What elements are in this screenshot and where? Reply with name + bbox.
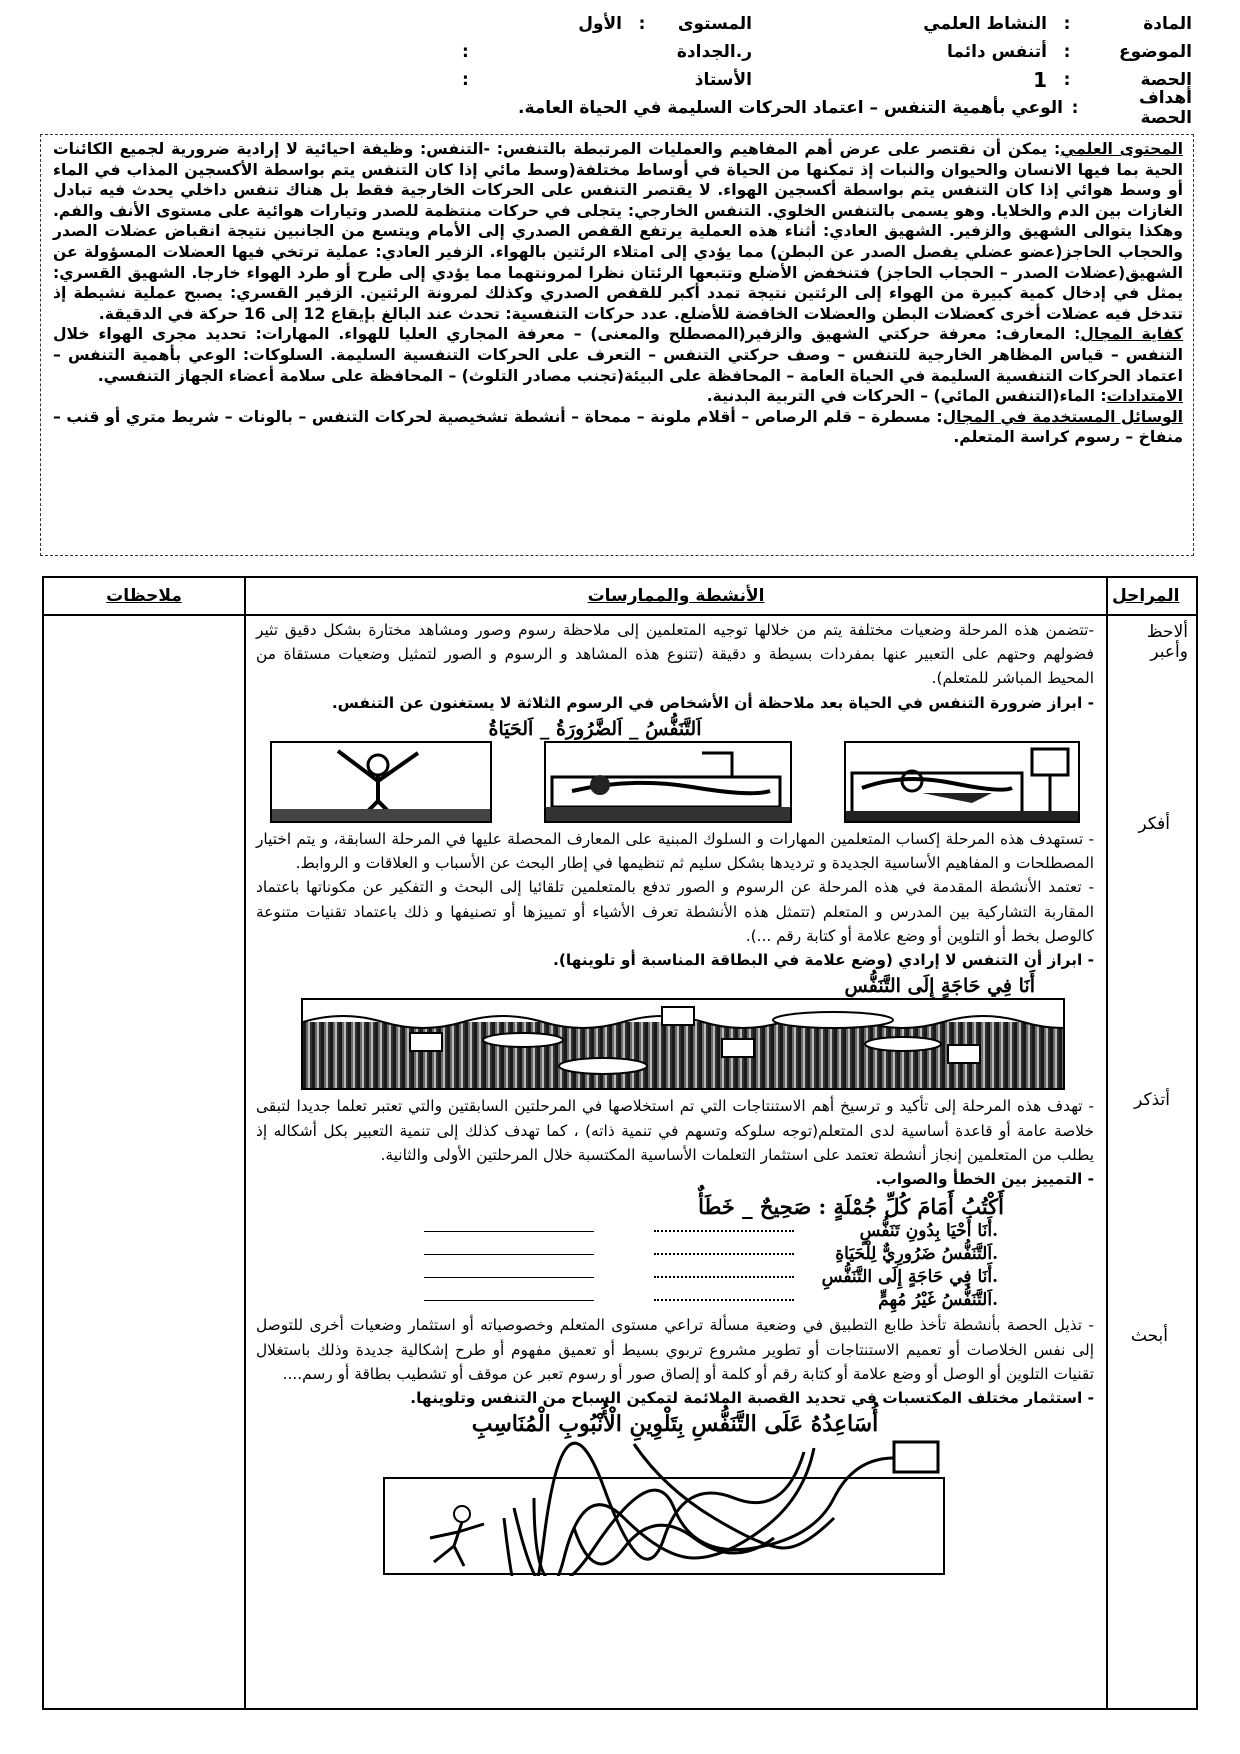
session-value: 1: [1033, 68, 1047, 92]
tools-title: الوسائل المستخدمة في المجال: [942, 407, 1183, 426]
extensions-content: [53, 386, 1183, 407]
true-false-item: .أَنَا أَحْيَا بِدُونِ تَنَفُّسٍ: [256, 1219, 1094, 1242]
observe-illustration: [270, 717, 1080, 823]
competence-title: كفاية المجال: [1080, 325, 1184, 344]
extensions-text: : الماء(التنفس المائي) – الحركات في التربية البدنية.: [706, 387, 1107, 406]
tools-text: : مسطرة – قلم الرصاص – أقلام ملونة – ممحاة – أنشطة تشخيصية لحركات التنفس – بالونات – شريط متري أو قنب – منفاخ – رسوم كراسة المتعلم.: [53, 407, 1183, 447]
think-description-2: - تعتمد الأنشطة المقدمة في هذه المرحلة عن الرسوم و الصور تدفع بالمتعلمين تلقائيا إلى البحث و التفكير عن مكوناتها باعتماد المقاربة التشاركية بين المدرس و المتعلم (تتمثل هذه الأنشطة تعرف الأشياء أو تمييزها أو تصنيفها و ذلك باعتماد تقنيات متنوعة كالوصل بخط أو التلوين أو وضع علامة أو كتابة رقم ...).: [256, 878, 1094, 945]
think-description-1: - تستهدف هذه المرحلة إكساب المتعلمين المهارات و السلوك المبنية على المعارف المحصلة عليها في المرحلة السابقة، و يتم اختيار المصطلحات و المفاهيم الأساسية الجديدة و ترديدها بشكل سليم ثم تنظيمها في إطار البحث عن الأسباب و العلاقات و الروابط.: [256, 830, 1094, 873]
answer-blank[interactable]: [424, 1230, 594, 1232]
stage-observe: ألاحظ وأعبر: [1146, 622, 1188, 662]
answer-blank[interactable]: [424, 1276, 594, 1278]
answer-box-1[interactable]: [661, 1006, 695, 1026]
answer-box-2[interactable]: [721, 1038, 755, 1058]
competence-text: : المعارف: معرفة حركتي الشهيق والزفير(المصطلح والمعنى) – معرفة المجاري العليا للهواء. المهارات: تحديد مجرى الهواء خلال التنفس – قياس المظاهر الخارجية للتنفس – وصف حركتي التنفس – التعرف على الحركات التنفسية السليمة. السلوكات: الوعي بأهمية التنفس – اعتماد الحركات التنفسية السليمة في الحياة العامة – المحافظة على البيئة(تجنب مصادر التلوث) – المحافظة على سلامة أعضاء الجهاز التنفسي.: [53, 325, 1183, 385]
scientific-title: المحتوى العلمي: [1060, 140, 1183, 158]
remember-description: - تهدف هذه المرحلة إلى تأكيد و ترسيخ أهم الاستنتاجات التي تم استخلاصها في المرحلتين السابقتين والتي تعتبر تعلما جديدا لتبقى خلاصة عامة أو قاعدة أساسية لدى المتعلم(توجه سلوكه وتسهم في تنمية ذاته) ، كما تهدف كذلك إلى تنمية التعبير بكل أشكاله إذ يطلب من المتعلمين إنجاز أنشطة تعتمد على استثمار التعلمات الأساسية المكتسبة خلال المرحلتين الأولى والثانية.: [256, 1097, 1094, 1164]
answer-blank[interactable]: [424, 1299, 594, 1301]
teacher-label: الأستاذ: [694, 70, 752, 90]
header-row-1: المادة : النشاط العلمي المستوى : الأول: [578, 14, 1192, 34]
notes-header: ملاحظات: [44, 578, 244, 616]
content-box: [40, 134, 1194, 556]
stages-column: [1106, 578, 1196, 1708]
header-row-2: الموضوع : أتنفس دائما ر.الجدادة :: [462, 42, 1192, 62]
activities-body: [246, 616, 1106, 1576]
sleeping-person-picture: [544, 741, 792, 823]
answer-blank[interactable]: [424, 1253, 594, 1255]
activities-column: [244, 578, 1106, 1708]
true-false-item: .اَلتَّنَفُّسُ غَيْرُ مُهِمٍّ: [256, 1288, 1094, 1311]
research-description: - تذيل الحصة بأنشطة تأخذ طابع التطبيق في وضعية مسألة تراعي مستوى المتعلم وخصوصياته أو استثمار وضعيات أخرى للتوصل إلى نفس الخلاصات أو تعميم الاستنتاجات أو تطوير مشروع تربوي بسيط أو تعميق مفهوم أو طرح إشكالية جديدة وذلك باستغلال تقنيات التلوين أو الوصل أو وضع علامة أو كتابة رقم أو كلمة أو إلصاق صور أو رسوم تعبر عن موقف أو تشطيب بطاقة أو رسم....: [256, 1316, 1094, 1383]
observe-task: - ابراز ضرورة التنفس في الحياة بعد ملاحظة أن الأشخاص في الرسوم الثلاثة لا يستغنون عن التنفس.: [331, 693, 1094, 712]
true-false-item: .أَنَا فِي حَاجَةٍ إِلَى التَّنَفُّسِ: [256, 1265, 1094, 1288]
runner-picture: [270, 741, 492, 823]
true-false-item: .اَلتَّنَفُّسُ ضَرُورِيٌّ لِلْحَيَاةِ: [256, 1242, 1094, 1265]
competence-content: [53, 324, 1183, 386]
session-label: الحصة: [1140, 70, 1192, 90]
objectives-value: الوعي بأهمية التنفس – اعتماد الحركات السليمة في الحياة العامة.: [517, 98, 1063, 118]
think-figure-title: أَنَا فِي حَاجَةٍ إِلَى التَّنَفُّسِ: [844, 975, 1035, 998]
subject-value: النشاط العلمي: [923, 14, 1047, 34]
topic-label: الموضوع: [1119, 42, 1192, 62]
objectives-label: أهداف الحصة: [1138, 88, 1192, 128]
answer-box-3[interactable]: [409, 1032, 443, 1052]
research-task: - استثمار مختلف المكتسبات في تحديد القصبة الملائمة لتمكين السباح من التنفس وتلوينها.: [410, 1389, 1094, 1408]
patient-bed-picture: [844, 741, 1080, 823]
level-label: المستوى: [677, 14, 752, 34]
scientific-text: : يمكن أن نقتصر على عرض أهم المفاهيم والعمليات المرتبطة بالتنفس: -التنفس: وظيفة احيائية لا إرادية ضرورية لجميع الكائنات الحية بما فيها الانسان والحيوان والنبات إذ تمكنها من الحياة في أوساط مختلفة(وسط مائي إذا كان التنفس يتم بواسطة الأكسجين المذاب في الماء أو وسط هوائي إذا كان التنفس يتم بواسطة أكسجين الهواء. لا يقتصر التنفس على الحركات الخارجية فقط بل هناك تنفس داخلي يحدث فيه تبادل الغازات بين الدم والخلايا. وهو يسمى بالتنفس الخلوي. التنفس الخارجي: يتجلى في حركات منتظمة للصدر وتيارات هوائية على مستوى الأنف والفم. وهكذا يتوالى الشهيق والزفير. الشهيق العادي: أثناء هذه العملية يرتفع القفص الصدري إلى الأمام ويتسع من الجانبين نتيجة انقباض عضلات الصدر والحجاب الحاجز(عضو عضلي يفصل الصدر عن البطن) مما يؤدي إلى امتلاء الرئتين بالهواء. الزفير العادي: عملية ترتخي فيها العضلات المسؤولة عن الشهيق(عضلات الصدر – الحجاب الحاجز) فتنخفض الأضلع وتتبعها الرئتان نظرا لمرونتهما مما يؤدي إلى طرح أو طرد الهواء خارجا. الشهيق القسري: يمثل في إدخال كمية كبيرة من الهواء إلى الرئتين نتيجة تمدد أكبر للقفص الصدري وكذلك لمرونة الرئتين. الزفير القسري: يصبح عملية نشيطة إذ تتدخل فيه عضلات أخرى كعضلات البطن والعضلات الخافضة للأضلع. عدد حركات التنفسية: تحدث عند البالغ بإيقاع 12 إلى 16 حركة في الدقيقة.: [53, 140, 1183, 323]
answer-box-4[interactable]: [947, 1044, 981, 1064]
think-task: - ابراز أن التنفس لا إرادي (وضع علامة في البطاقة المناسبة أو تلوينها).: [552, 951, 1094, 970]
activities-header: الأنشطة والممارسات: [246, 578, 1106, 616]
think-illustration: [285, 974, 1065, 1090]
extensions-title: الامتدادات: [1106, 387, 1183, 406]
remember-task: - التمييز بين الخطأ والصواب.: [875, 1170, 1094, 1189]
swimmers-picture: [301, 998, 1065, 1090]
lesson-header: [42, 10, 1192, 128]
topic-value: أتنفس دائما: [946, 42, 1047, 62]
true-false-title: أَكْتُبُ أَمَامَ كُلِّ جُمْلَةٍ : صَحِيحٌ _ خَطَأٌ: [698, 1194, 1004, 1220]
stage-research: أبحث: [1130, 1326, 1168, 1346]
school-label: ر.الجدادة: [676, 42, 752, 62]
objectives-row: أهداف الحصة : الوعي بأهمية التنفس – اعتماد الحركات السليمة في الحياة العامة.: [517, 88, 1192, 128]
stages-header: المراحل: [1108, 578, 1196, 616]
scientific-content: [53, 139, 1183, 324]
observe-description: -تتضمن هذه المرحلة وضعيات مختلفة يتم من خلالها توجيه المتعلمين إلى ملاحظة رسوم وصور ومشاهد مختارة بشكل دقيق تثير فضولهم وحتهم على التعبير عنها بمفردات بسيطة و دقيقة (تتنوع هذه المشاهد و الرسوم و الصور لتمثيل وضعيات مستقاة من المحيط المباشر للمتعلم).: [256, 621, 1094, 688]
level-value: الأول: [578, 14, 622, 34]
notes-column: [44, 578, 244, 1708]
observe-figure-title: اَلتَّنَفُّسُ _ اَلضَّرُورَةُ _ اَلحَيَاةُ: [488, 717, 702, 740]
tube-maze-picture: [334, 1438, 954, 1576]
stage-think: أفكر: [1138, 814, 1170, 834]
header-row-3: الحصة : 1 الأستاذ :: [462, 68, 1192, 92]
subject-label: المادة: [1143, 14, 1192, 34]
tools-content: [53, 407, 1183, 448]
stage-remember: أتذكر: [1134, 1090, 1170, 1110]
activities-table: [42, 576, 1198, 1710]
maze-title: أُسَاعِدُهُ عَلَى التَّنَفُّسِ بِتَلْوِينِ الْأُنْبُوبِ الْمُنَاسِبِ: [471, 1411, 879, 1438]
